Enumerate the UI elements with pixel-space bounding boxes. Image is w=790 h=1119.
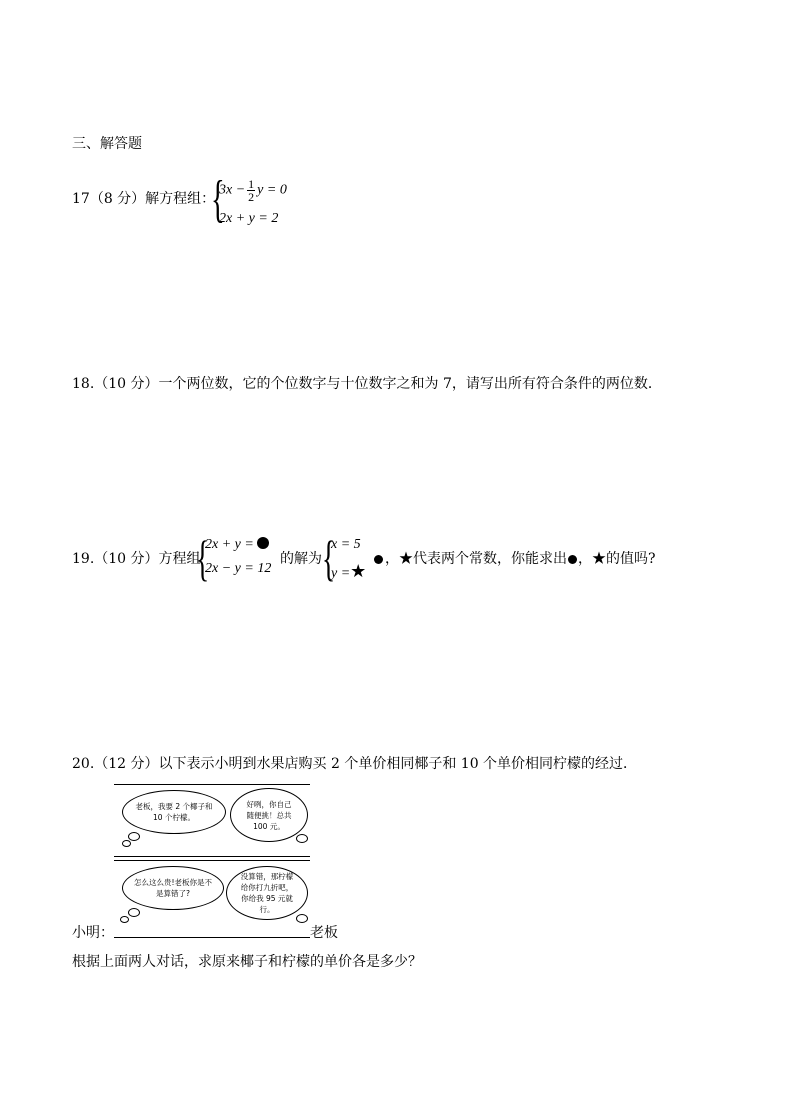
q18-text: 18.（10 分）一个两位数，它的个位数字与十位数字之和为 7，请写出所有符合条件的两位数． [72,376,662,392]
q17-eq2: 2x + y = 2 [219,211,279,226]
thought-tail [128,832,140,841]
q19-sys2-eq1: x = 5 [331,537,361,552]
circle-icon [374,555,383,564]
q19-prefix: 19.（10 分）方程组 [72,551,201,567]
q19-brace-1: { [196,530,210,586]
q17-eq1 [219,178,287,203]
q19-suffix-a: ，★代表两个常数，你能求出 [385,551,567,567]
q17-brace: { [211,171,225,228]
q19-suffix [374,550,656,568]
q19-mid: 的解为 [280,551,322,567]
dialogue-comic [114,780,310,930]
q19-sys2-eq2 [331,561,366,582]
circle-icon [257,537,269,549]
q19-sys2-eq2-text: y = [331,566,351,581]
xiaoming-label: 小明： [72,925,114,941]
comic-frame-line [114,784,310,785]
q17-fraction [247,178,255,203]
speech-bubble-boss-2: 没算错，那柠檬给你打九折吧，你给我 95 元就行。 [226,866,308,920]
star-icon: ★ [350,561,367,582]
thought-tail [122,840,131,847]
boss-label: 老板 [310,925,338,941]
thought-tail [128,908,140,917]
comic-frame-line [114,860,310,861]
q17-frac-den: 2 [248,190,255,204]
q17-frac-num: 1 [248,177,255,191]
q17-prefix: 17（8 分）解方程组： [72,191,216,207]
q19-sys1-eq2: 2x − y = 12 [205,561,272,576]
comic-baseline [114,937,310,938]
thought-tail [296,914,308,923]
speech-bubble-xiaoming-1: 老板，我要 2 个椰子和 10 个柠檬。 [122,790,226,834]
q19-sys1-eq1-text: 2x + y = [205,537,254,552]
speech-bubble-xiaoming-2: 怎么这么贵!老板你是不是算错了? [122,866,224,910]
section-title: 三、解答题 [72,136,142,152]
q19-brace-2: { [322,530,336,586]
q20-text: 20.（12 分）以下表示小明到水果店购买 2 个单价相同椰子和 10 个单价相同柠檬的经过． [72,756,638,772]
thought-tail [296,834,308,843]
comic-frame-line [114,856,310,857]
circle-icon [568,555,577,564]
speech-bubble-boss-1: 好咧，你自己随便挑！总共 100 元。 [230,788,308,842]
q19-sys1-eq1 [205,537,269,553]
q17-eq1-left: 3x − [219,182,246,198]
thought-tail [120,916,129,923]
q19-suffix-b: ，★的值吗? [578,551,656,567]
q17-eq1-right: y = 0 [257,182,287,198]
q20-question: 根据上面两人对话，求原来椰子和柠檬的单价各是多少？ [72,954,422,970]
